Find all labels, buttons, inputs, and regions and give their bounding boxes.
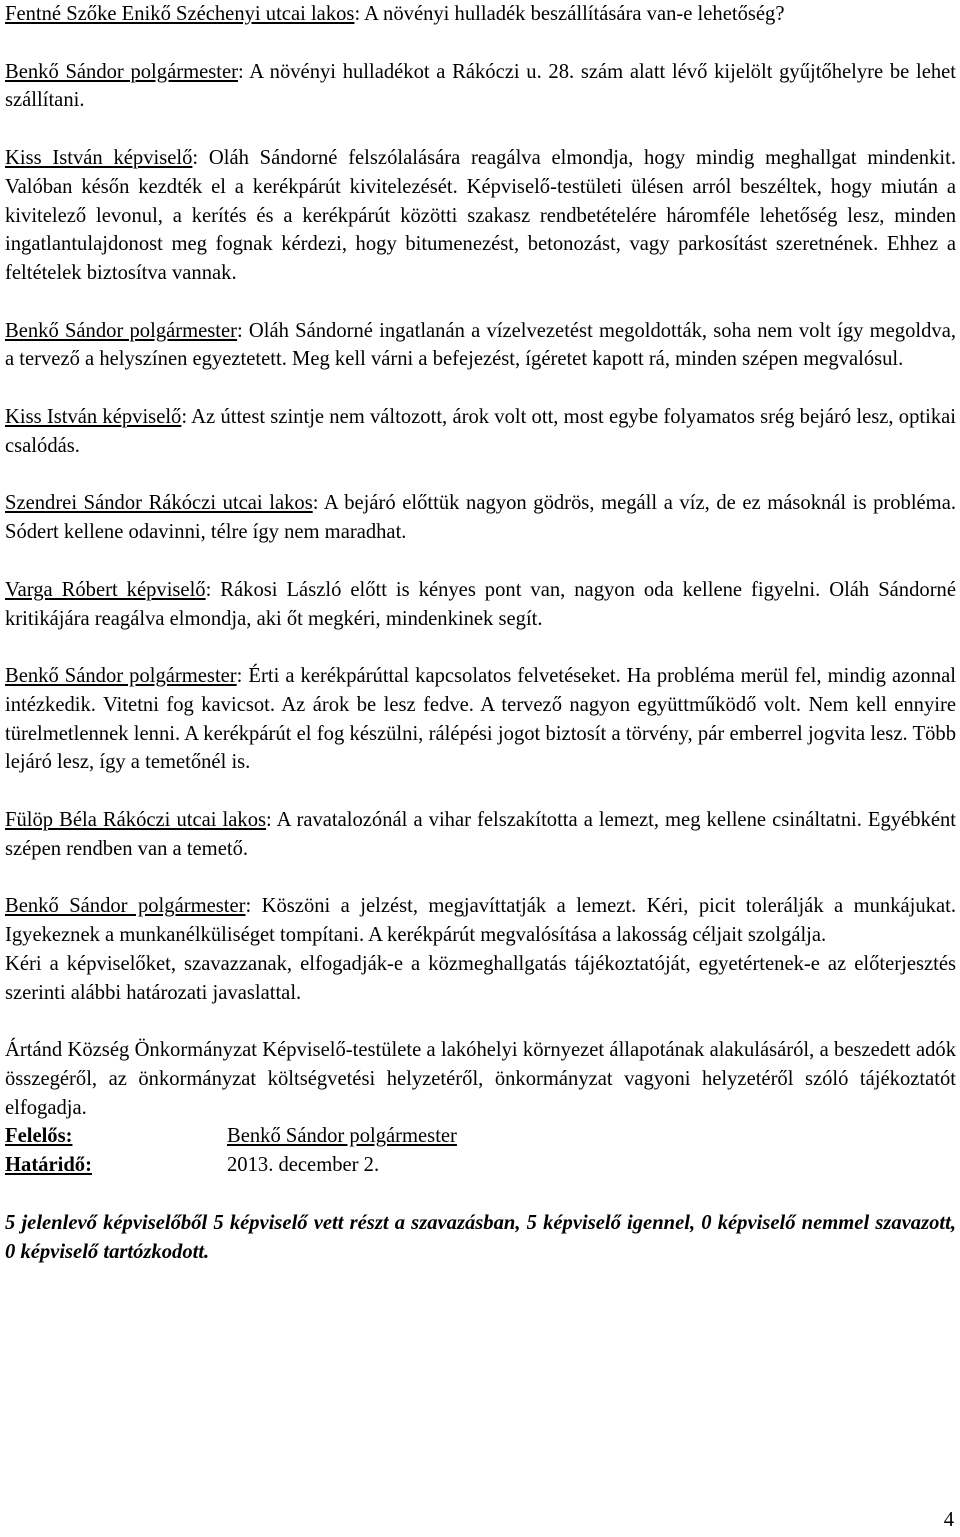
speaker-name: Fentné Szőke Enikő Széchenyi utcai lakos (5, 3, 355, 25)
speaker-name: Benkő Sándor polgármester (5, 319, 238, 342)
paragraph-text: : A ravatalozónál a vihar felszakította a lemezt, meg kellene csináltatni. Egyébként szépen rendben van a temető. (5, 809, 956, 860)
paragraph-text: : A bejáró előttük nagyon gödrös, megáll a víz, de ez másoknál is probléma. Sódert kellene odavinni, télre így nem maradhat. (5, 492, 956, 544)
paragraph-text: : Oláh Sándorné felszólalására reagálva elmondja, hogy mindig meghallgat mindenkit. Valóban későn kezdték el a kerékpárút kivitelezését. Képviselő-testületi ülésen arról beszéltek, hogy miután a kivitelező levonul, a kerítés és a kerékpárút közötti szakasz rendbetételére háromféle lehetőség lesz, minden ingatlantulajdonost meg fognak kérdezi, hogy bitumenezést, betonozást, vagy parkosítást szeretnének. Ehhez a feltételek biztosítva vannak. (5, 147, 956, 284)
speaker-name: Benkő Sándor polgármester (5, 60, 238, 83)
speaker-name: Benkő Sándor polgármester (5, 665, 237, 688)
paragraph-text: : Érti a kerékpárúttal kapcsolatos felvetéseket. Ha probléma merül fel, mindig azonnal intézkedik. Vitetni fog kavicsot. Az árok be lesz fedve. A tervező nagyon együttműködő volt. Nem kell ennyire türelmetlennek lenni. A kerékpárút el fog készülni, rálépési jogot biztosít a törvény, pár emberrel jogvita lesz. Több lejáró lesz, így a temetőnél is. (5, 665, 956, 774)
speaker-name: Fülöp Béla Rákóczi utcai lakos (5, 809, 267, 832)
paragraph-text: : Köszöni a jelzést, megjavíttatják a lemezt. Kéri, picit tolerálják a munkájukat. Igyekeznek a munkanélküliséget tompítani. A kerékpárút megvalósítása a lakosság céljait szolgálja. (5, 895, 956, 947)
paragraph-text: : Oláh Sándorné ingatlanán a vízelvezetést megoldották, soha nem volt így megoldva, a tervező a helyszínen egyeztetett. Meg kell várni a befejezést, ígéretet kapott rá, minden szépen megvalósul. (5, 319, 956, 371)
resolution-text: Ártánd Község Önkormányzat Képviselő-testülete a lakóhelyi környezet állapotának alakulásáról, a beszedett adók összegéről, az önkormányzat költségvetési helyzetéről, önkormányzat vagyoni helyzetéről szóló tájékoztatót elfogadja. (5, 1039, 956, 1119)
speaker-name: Kiss István képviselő (5, 406, 182, 429)
page-number: 4 (943, 1509, 954, 1531)
request-paragraph: Kéri a képviselőket, szavazzanak, elfogadják-e a közmeghallgatás tájékoztatóját, egyetértenek-e az előterjesztés szerinti alábbi határozati javaslattal. (5, 952, 956, 1004)
paragraph-2 (5, 58, 956, 115)
paragraph-text: : A növényi hulladék beszállítására van-e lehetőség? (354, 3, 785, 25)
responsible-label: Felelős: (5, 1125, 73, 1148)
paragraph-6 (5, 489, 956, 546)
paragraph-text: : A növényi hulladékot a Rákóczi u. 28. szám alatt lévő kijelölt gyűjtőhelyre be lehet szállítani. (5, 60, 956, 112)
vote-result: 5 jelenlevő képviselőből 5 képviselő vett részt a szavazásban, 5 képviselő igennel, 0 képviselő nemmel szavazott, 0 képviselő tartózkodott. (5, 1211, 956, 1263)
paragraph-3 (5, 144, 956, 288)
speaker-name: Szendrei Sándor Rákóczi utcai lakos (5, 492, 313, 515)
paragraph-1 (5, 0, 956, 29)
paragraph-10 (5, 892, 956, 949)
deadline-row (5, 1151, 956, 1180)
paragraph-5 (5, 403, 956, 460)
speaker-name: Kiss István képviselő (5, 147, 193, 170)
responsible-value: Benkő Sándor polgármester (227, 1125, 457, 1148)
paragraph-7 (5, 576, 956, 633)
deadline-value: 2013. december 2. (227, 1154, 380, 1177)
deadline-label: Határidő: (5, 1154, 92, 1177)
responsible-row (5, 1122, 956, 1151)
paragraph-9 (5, 806, 956, 863)
paragraph-text: : Rákosi László előtt is kényes pont van, nagyon oda kellene figyelni. Oláh Sándorné kritikájára reagálva elmondja, aki őt megkéri, mindenkinek segít. (5, 578, 956, 630)
paragraph-text: : Az úttest szintje nem változott, árok volt ott, most egybe folyamatos srég bejáró lesz, optikai csalódás. (5, 406, 956, 457)
resolution-block (5, 1036, 956, 1180)
document-page (5, 0, 956, 1287)
paragraph-4 (5, 317, 956, 374)
speaker-name: Benkő Sándor polgármester (5, 895, 246, 918)
paragraph-8 (5, 662, 956, 777)
speaker-name: Varga Róbert képviselő (5, 578, 206, 601)
